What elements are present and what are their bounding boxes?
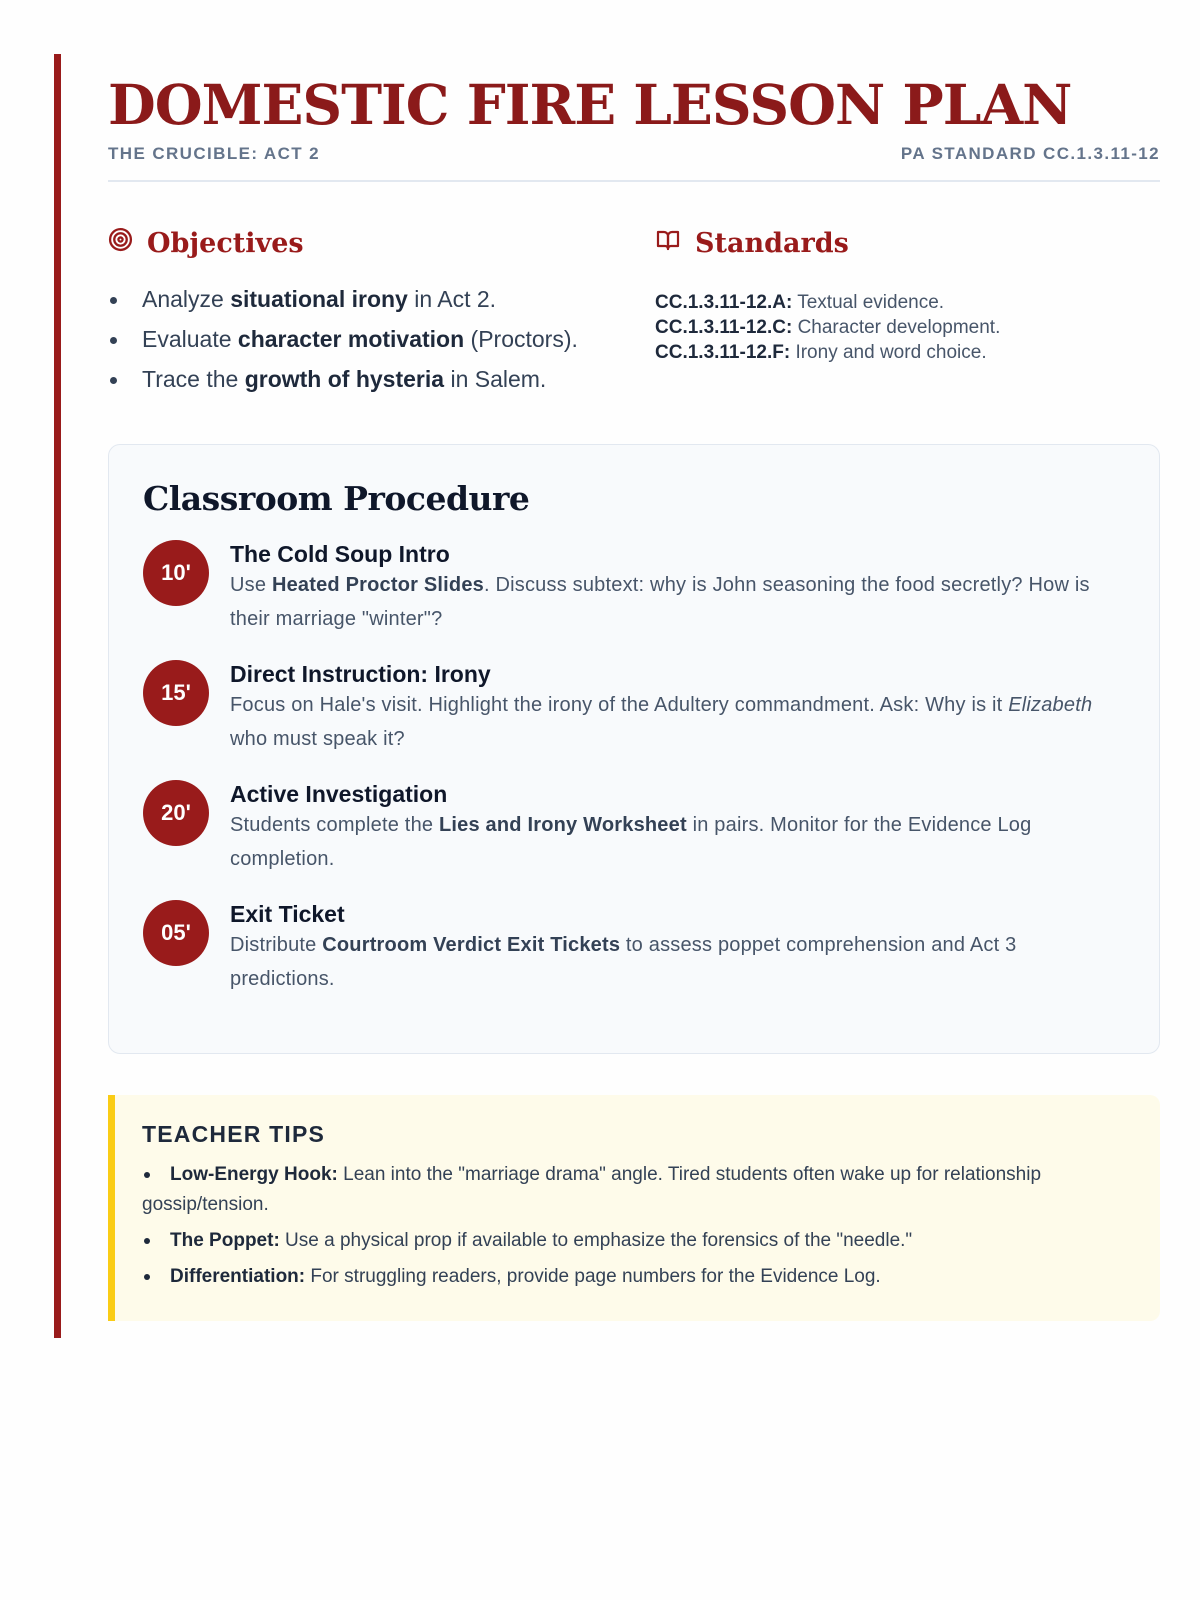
subtitle-left: THE CRUCIBLE: ACT 2 bbox=[108, 144, 321, 163]
classroom-procedure-card bbox=[108, 444, 1160, 1054]
standards-heading-label: Standards bbox=[695, 227, 849, 259]
tip-item: Differentiation: For struggling readers, provide page numbers for the Evidence Log. bbox=[142, 1262, 1130, 1292]
bullet-icon bbox=[110, 297, 117, 304]
step-description: Use Heated Proctor Slides. Discuss subtext: why is John seasoning the food secretly? How is their marriage "winter"? bbox=[230, 574, 1090, 630]
step-body bbox=[230, 780, 1125, 876]
time-badge: 15' bbox=[143, 660, 209, 726]
teacher-tips-box bbox=[108, 1095, 1160, 1321]
time-badge: 05' bbox=[143, 900, 209, 966]
tips-list bbox=[142, 1160, 1130, 1292]
objectives-standards-grid bbox=[108, 226, 1160, 406]
standards-section bbox=[655, 226, 1160, 406]
procedure-step bbox=[143, 660, 1125, 756]
bullet-icon bbox=[110, 337, 117, 344]
standards-list bbox=[655, 290, 1160, 365]
step-body bbox=[230, 540, 1125, 636]
standard-item: CC.1.3.11-12.A: Textual evidence. bbox=[655, 292, 945, 313]
objectives-heading bbox=[108, 226, 655, 260]
step-title: The Cold Soup Intro bbox=[230, 541, 450, 567]
objectives-heading-label: Objectives bbox=[147, 227, 304, 259]
standard-item: CC.1.3.11-12.F: Irony and word choice. bbox=[655, 342, 987, 363]
objective-item: Analyze situational irony in Act 2. bbox=[108, 286, 655, 313]
step-title: Exit Ticket bbox=[230, 901, 345, 927]
step-description: Students complete the Lies and Irony Worksheet in pairs. Monitor for the Evidence Log completion. bbox=[230, 814, 1032, 870]
time-badge: 20' bbox=[143, 780, 209, 846]
tip-item: Low-Energy Hook: Lean into the "marriage drama" angle. Tired students often wake up for relationship gossip/tension. bbox=[142, 1164, 1042, 1215]
page-content bbox=[108, 54, 1160, 1321]
bullet-icon bbox=[110, 377, 117, 384]
step-body bbox=[230, 660, 1125, 756]
procedure-step bbox=[143, 780, 1125, 876]
procedure-step bbox=[143, 900, 1125, 996]
objective-item: Trace the growth of hysteria in Salem. bbox=[108, 366, 655, 393]
bullet-icon bbox=[144, 1172, 150, 1178]
page-title: DOMESTIC FIRE LESSON PLAN bbox=[108, 72, 1072, 137]
tips-heading: TEACHER TIPS bbox=[142, 1121, 326, 1147]
bullet-icon bbox=[144, 1274, 150, 1280]
procedure-step bbox=[143, 540, 1125, 636]
book-open-icon bbox=[655, 228, 695, 259]
target-icon bbox=[108, 227, 147, 259]
procedure-heading: Classroom Procedure bbox=[143, 479, 530, 518]
bullet-icon bbox=[144, 1238, 150, 1244]
standards-heading bbox=[655, 226, 1160, 260]
step-body bbox=[230, 900, 1125, 996]
time-badge: 10' bbox=[143, 540, 209, 606]
step-title: Direct Instruction: Irony bbox=[230, 661, 491, 687]
objective-item: Evaluate character motivation (Proctors). bbox=[108, 326, 655, 353]
lesson-plan-page bbox=[54, 54, 1160, 1338]
tip-item: The Poppet: Use a physical prop if available to emphasize the forensics of the "needle." bbox=[142, 1226, 1130, 1256]
step-description: Distribute Courtroom Verdict Exit Tickets to assess poppet comprehension and Act 3 predictions. bbox=[230, 934, 1017, 990]
objectives-section bbox=[108, 226, 655, 406]
standard-item: CC.1.3.11-12.C: Character development. bbox=[655, 317, 1001, 338]
subheader bbox=[108, 144, 1160, 182]
step-title: Active Investigation bbox=[230, 781, 448, 807]
step-description: Focus on Hale's visit. Highlight the irony of the Adultery commandment. Ask: Why is it Elizabeth who must speak it? bbox=[230, 694, 1093, 750]
subtitle-right: PA STANDARD CC.1.3.11-12 bbox=[900, 144, 1160, 163]
objectives-list bbox=[108, 286, 655, 393]
